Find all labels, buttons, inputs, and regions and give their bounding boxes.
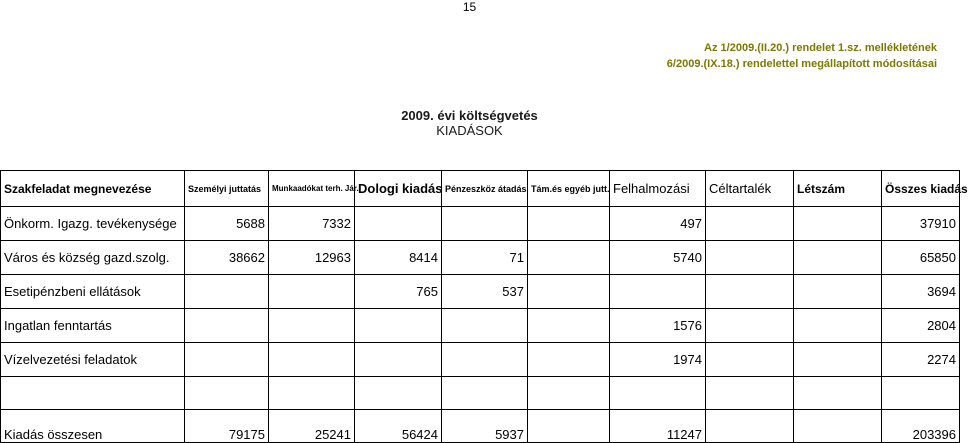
table-cell: 765 bbox=[355, 275, 442, 309]
table-cell: 65850 bbox=[882, 241, 960, 275]
table-cell bbox=[185, 275, 269, 309]
table-cell: 1576 bbox=[610, 309, 706, 343]
table-cell bbox=[442, 207, 528, 241]
table-cell bbox=[706, 241, 794, 275]
row-label: Önkorm. Igazg. tevékenysége bbox=[1, 207, 185, 241]
row-label: Vízelvezetési feladatok bbox=[1, 343, 185, 377]
table-cell bbox=[355, 377, 442, 410]
table-cell bbox=[706, 309, 794, 343]
table-cell: 37910 bbox=[882, 207, 960, 241]
table-row bbox=[1, 309, 960, 343]
table-cell bbox=[355, 207, 442, 241]
table-cell bbox=[794, 343, 882, 377]
table-cell bbox=[185, 377, 269, 410]
header-cell: Létszám bbox=[794, 171, 882, 207]
table-cell: 71 bbox=[442, 241, 528, 275]
table-cell bbox=[794, 207, 882, 241]
page-number: 15 bbox=[462, 0, 477, 14]
table-cell: 8414 bbox=[355, 241, 442, 275]
table-cell bbox=[528, 309, 610, 343]
regulation-note-line1: Az 1/2009.(II.20.) rendelet 1.sz. mellékletének bbox=[704, 42, 937, 54]
table-cell bbox=[794, 309, 882, 343]
table-cell: 7332 bbox=[269, 207, 355, 241]
header-cell: Felhalmozási bbox=[610, 171, 706, 207]
header-cell: Munkaadókat terh. Jár. bbox=[269, 171, 355, 207]
table-row bbox=[1, 207, 960, 241]
header-cell: Pénzeszköz átadás bbox=[442, 171, 528, 207]
table-cell bbox=[794, 410, 882, 443]
table-cell: 5937 bbox=[442, 410, 528, 443]
expenditure-table bbox=[0, 170, 968, 443]
row-label: Esetipénzbeni ellátások bbox=[1, 275, 185, 309]
table-cell: 537 bbox=[442, 275, 528, 309]
table-cell bbox=[269, 275, 355, 309]
table-cell bbox=[269, 309, 355, 343]
header-cell: Szakfeladat megnevezése bbox=[1, 171, 185, 207]
table-cell: 2804 bbox=[882, 309, 960, 343]
table-cell bbox=[185, 343, 269, 377]
table-header-row bbox=[1, 171, 960, 207]
table-cell bbox=[706, 410, 794, 443]
header-cell: Személyi juttatás bbox=[185, 171, 269, 207]
regulation-note-line2: 6/2009.(IX.18.) rendelettel megállapított módosításai bbox=[666, 58, 937, 70]
header-cell: Tám.és egyéb jutt. bbox=[528, 171, 610, 207]
table-cell: 38662 bbox=[185, 241, 269, 275]
table-row-empty bbox=[1, 377, 960, 410]
table-cell: 5740 bbox=[610, 241, 706, 275]
table-cell bbox=[794, 275, 882, 309]
table-cell bbox=[355, 309, 442, 343]
header-cell: Összes kiadás bbox=[882, 171, 960, 207]
table-cell bbox=[185, 309, 269, 343]
table-cell bbox=[528, 377, 610, 410]
table-cell: 56424 bbox=[355, 410, 442, 443]
row-label: Kiadás összesen bbox=[1, 410, 185, 443]
table-cell: 1974 bbox=[610, 343, 706, 377]
table-cell bbox=[706, 275, 794, 309]
table-row bbox=[1, 343, 960, 377]
table-cell bbox=[528, 410, 610, 443]
row-label bbox=[1, 377, 185, 410]
table-cell bbox=[269, 377, 355, 410]
budget-subtitle: KIADÁSOK bbox=[436, 123, 503, 138]
table-cell bbox=[794, 241, 882, 275]
table-cell: 2274 bbox=[882, 343, 960, 377]
header-cell: Céltartalék bbox=[706, 171, 794, 207]
row-label: Város és község gazd.szolg. bbox=[1, 241, 185, 275]
table-cell bbox=[610, 377, 706, 410]
table-cell bbox=[610, 275, 706, 309]
table-cell bbox=[442, 377, 528, 410]
table-cell bbox=[706, 207, 794, 241]
table-row bbox=[1, 275, 960, 309]
table-cell: 25241 bbox=[269, 410, 355, 443]
table-total-row bbox=[1, 410, 960, 443]
row-label: Ingatlan fenntartás bbox=[1, 309, 185, 343]
header-cell: Dologi kiadás bbox=[355, 171, 442, 207]
table-cell: 79175 bbox=[185, 410, 269, 443]
table-cell bbox=[269, 343, 355, 377]
table-cell: 203396 bbox=[882, 410, 960, 443]
table-row bbox=[1, 241, 960, 275]
table-cell bbox=[528, 207, 610, 241]
table-cell bbox=[794, 377, 882, 410]
table-cell bbox=[442, 309, 528, 343]
table-cell bbox=[706, 343, 794, 377]
table-cell bbox=[528, 343, 610, 377]
table-cell bbox=[882, 377, 960, 410]
table-cell: 11247 bbox=[610, 410, 706, 443]
table-cell: 5688 bbox=[185, 207, 269, 241]
table-cell: 12963 bbox=[269, 241, 355, 275]
table-cell bbox=[355, 343, 442, 377]
table-cell bbox=[528, 275, 610, 309]
table-cell: 497 bbox=[610, 207, 706, 241]
table-cell bbox=[528, 241, 610, 275]
table-cell bbox=[706, 377, 794, 410]
budget-title: 2009. évi költségvetés bbox=[401, 108, 538, 123]
table-cell: 3694 bbox=[882, 275, 960, 309]
table-cell bbox=[442, 343, 528, 377]
